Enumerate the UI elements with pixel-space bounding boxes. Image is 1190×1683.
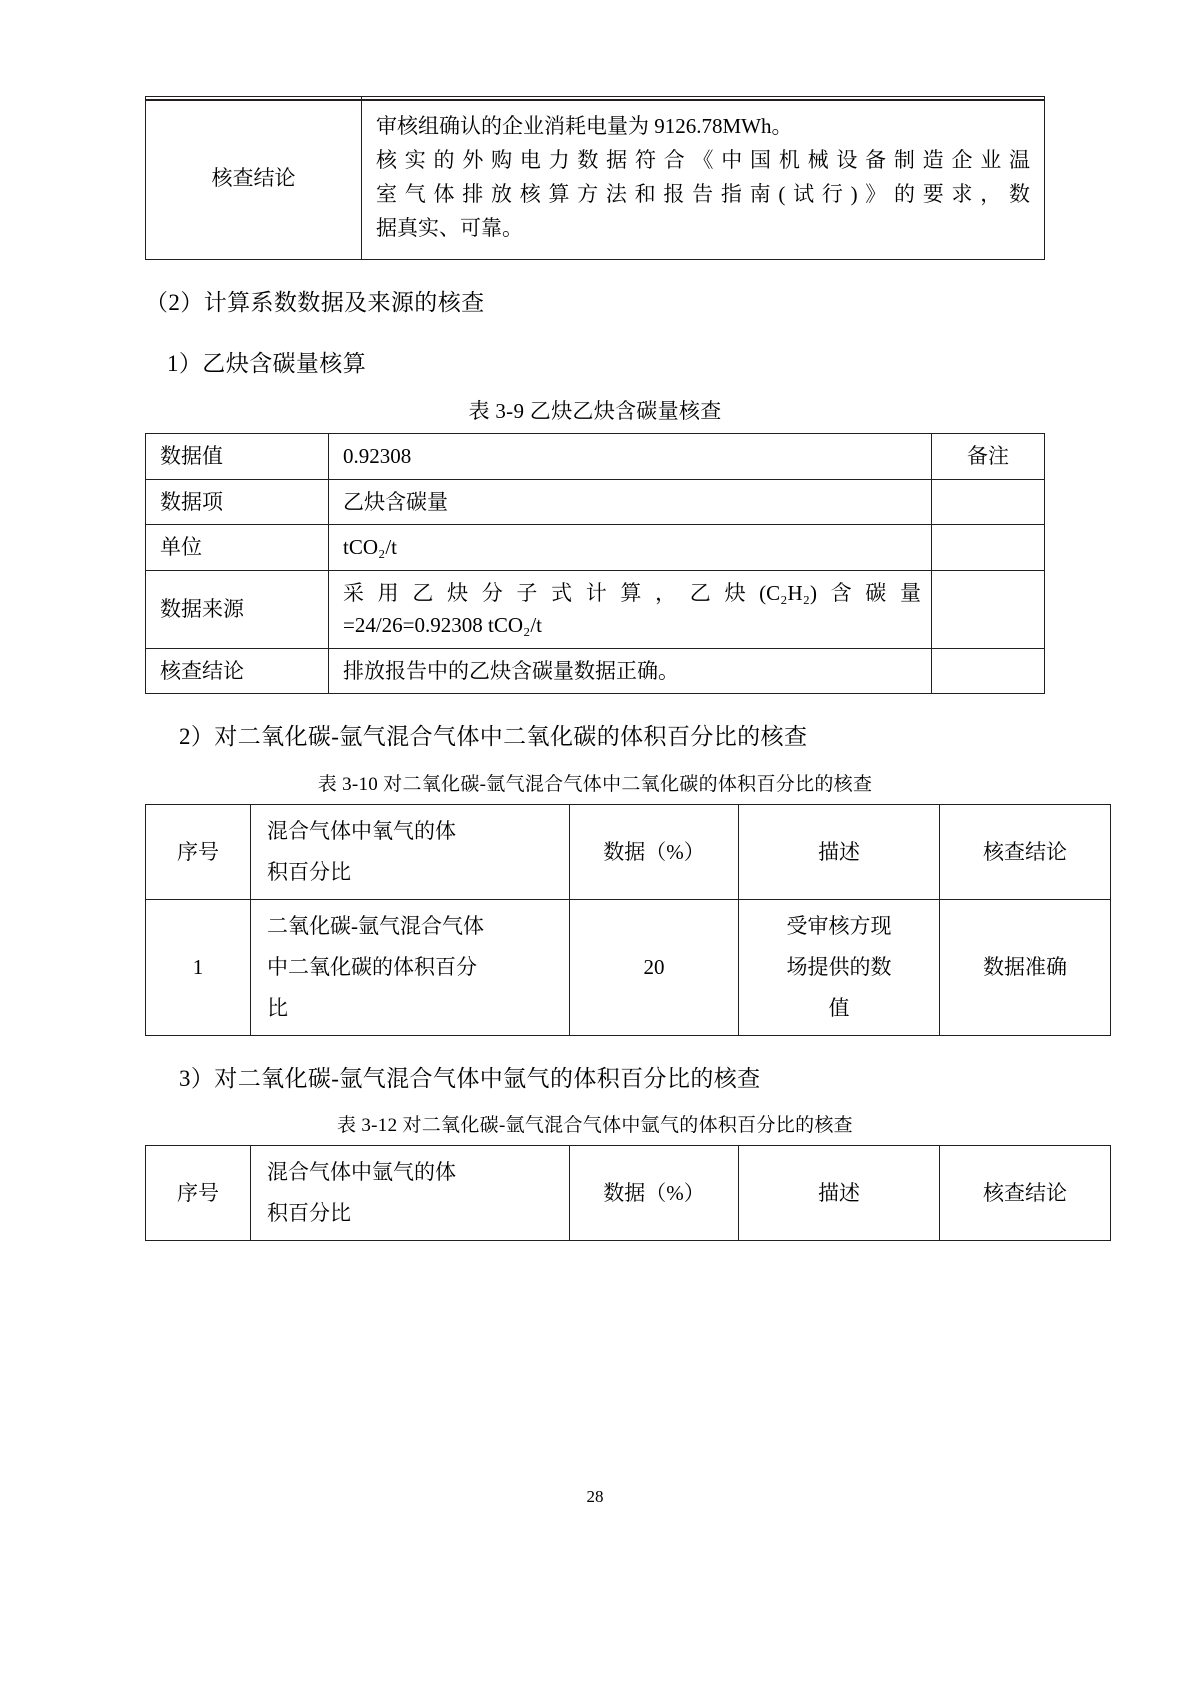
cell-note	[932, 570, 1045, 648]
table-310-caption: 表 3-10 对二氧化碳-氩气混合气体中二氧化碳的体积百分比的核查	[317, 773, 873, 795]
cell-desc	[739, 899, 940, 1035]
cell-value: tCO₂/t	[329, 525, 932, 571]
cell-value: 0.92308	[329, 434, 932, 480]
table-row	[146, 570, 1045, 648]
cell-value-line-1: 采用乙炔分子式计算，乙炔(C₂H₂)含碳量	[343, 580, 921, 605]
cell-note: 备注	[932, 434, 1045, 480]
cell-label: 数据值	[146, 434, 329, 480]
table-312	[145, 1145, 1111, 1241]
cell-item-line-1: 二氧化碳-氩气混合气体	[267, 913, 484, 938]
cell-note	[932, 525, 1045, 571]
conclusion-line-3: 室气体排放核算方法和报告指南(试行)》的要求，数	[376, 182, 1030, 207]
cell-item	[251, 899, 570, 1035]
section-heading-2: （2）计算系数数据及来源的核查	[145, 290, 485, 316]
conclusion-line-4: 据真实、可靠。	[376, 216, 523, 241]
section-heading-2-item: 2）对二氧化碳-氩气混合气体中二氧化碳的体积百分比的核查	[179, 724, 808, 750]
header-item-line-2: 积百分比	[267, 1200, 351, 1225]
header-data: 数据（%）	[570, 1146, 739, 1241]
header-conclusion: 核查结论	[940, 1146, 1111, 1241]
cell-label: 单位	[146, 525, 329, 571]
header-item	[251, 804, 570, 899]
table-header-row	[146, 1146, 1111, 1241]
header-item-line-2: 积百分比	[267, 859, 351, 884]
section-heading-3-item: 3）对二氧化碳-氩气混合气体中氩气的体积百分比的核查	[179, 1065, 761, 1091]
header-data: 数据（%）	[570, 804, 739, 899]
cell-value-line-2: =24/26=0.92308 tCO₂/t	[343, 613, 543, 638]
cell-note	[932, 479, 1045, 525]
cell-label: 核查结论	[146, 648, 329, 694]
header-conclusion: 核查结论	[940, 804, 1111, 899]
table-312-caption: 表 3-12 对二氧化碳-氩气混合气体中氩气的体积百分比的核查	[337, 1115, 853, 1137]
conclusion-label: 核查结论	[146, 97, 362, 260]
cell-desc-line-3: 值	[828, 995, 850, 1020]
page-number: 28	[586, 1487, 604, 1506]
header-item-line-1: 混合气体中氩气的体	[267, 1160, 456, 1185]
header-item	[251, 1146, 570, 1241]
cell-value: 排放报告中的乙炔含碳量数据正确。	[329, 648, 932, 694]
section-heading-1: 1）乙炔含碳量核算	[167, 350, 367, 376]
header-rule	[145, 99, 1045, 101]
table-310	[145, 804, 1111, 1036]
table-row	[146, 899, 1111, 1035]
table-39	[145, 433, 1045, 694]
conclusion-body	[362, 97, 1045, 260]
cell-seq: 1	[146, 899, 251, 1035]
cell-item-line-3: 比	[267, 995, 288, 1020]
header-seq: 序号	[146, 1146, 251, 1241]
table-row	[146, 648, 1045, 694]
table-39-caption: 表 3-9 乙炔乙炔含碳量核查	[468, 399, 722, 424]
header-seq: 序号	[146, 804, 251, 899]
cell-item-line-2: 中二氧化碳的体积百分	[267, 954, 477, 979]
cell-label: 数据项	[146, 479, 329, 525]
table-row	[146, 97, 1045, 260]
table-row	[146, 525, 1045, 571]
header-item-line-1: 混合气体中氧气的体	[267, 818, 456, 843]
table-header-row	[146, 804, 1111, 899]
cell-data: 20	[570, 899, 739, 1035]
cell-desc-line-1: 受审核方现	[786, 913, 892, 938]
table-row	[146, 479, 1045, 525]
cell-conclusion: 数据准确	[940, 899, 1111, 1035]
table-row	[146, 434, 1045, 480]
header-desc: 描述	[739, 804, 940, 899]
verification-conclusion-table	[145, 96, 1045, 260]
header-desc: 描述	[739, 1146, 940, 1241]
conclusion-line-1: 审核组确认的企业消耗电量为 9126.78MWh。	[376, 114, 793, 138]
cell-value: 乙炔含碳量	[329, 479, 932, 525]
cell-value	[329, 570, 932, 648]
cell-desc-line-2: 场提供的数	[786, 954, 892, 979]
cell-note	[932, 648, 1045, 694]
conclusion-line-2: 核实的外购电力数据符合《中国机械设备制造企业温	[376, 148, 1030, 173]
page-content	[145, 0, 1067, 1241]
cell-label: 数据来源	[146, 570, 329, 648]
